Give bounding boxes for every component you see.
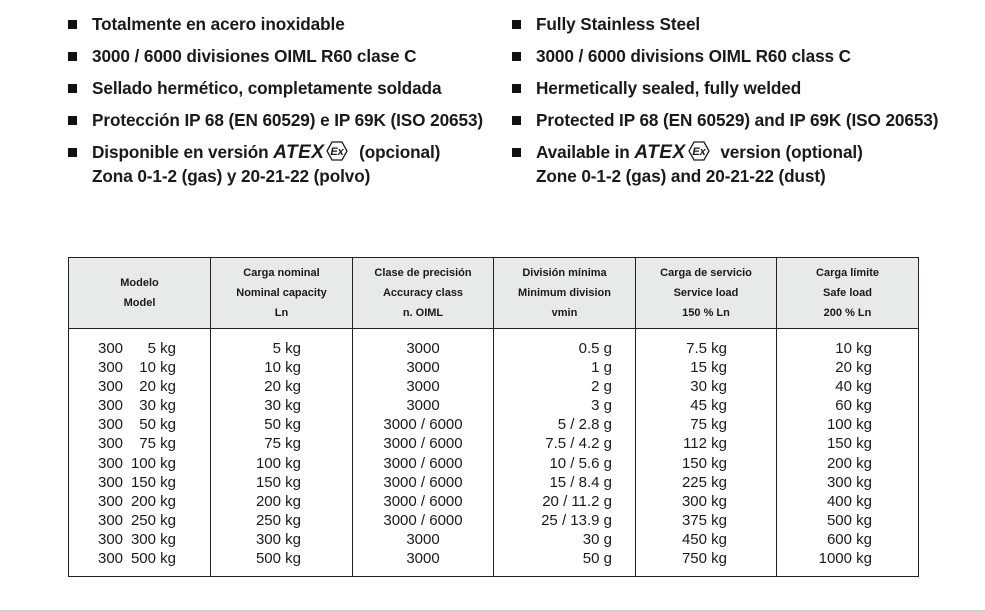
table-cell-safe: 300 kg [826,473,872,491]
header-sub: n. OIML [402,307,444,319]
header-en: Minimum division [518,287,611,299]
table-cell-safe: 20 kg [835,359,872,377]
table-cell-service: 375 kg [681,511,727,529]
feature-text: Fully Stainless Steel [536,14,701,34]
table-cell-nominal: 300 kg [255,530,301,548]
feature-text: Protección IP 68 (EN 60529) e IP 69K (ISO 20653) [92,110,484,130]
table-cell-safe: 400 kg [826,492,872,510]
model-capacity: 50 kg [139,416,176,434]
table-cell-service: 7.5 kg [686,340,727,357]
table-cell-service: 75 kg [690,416,727,434]
header-en: Accuracy class [382,287,464,299]
column-nominal-capacity [211,329,353,577]
model-capacity: 75 kg [139,435,176,453]
column-safe-load [777,329,919,577]
feature-item [68,40,528,72]
atex-before-text: Available in [536,142,630,162]
table-cell-accuracy: 3000 [406,397,440,415]
table-body-row [69,329,919,577]
table-cell-service: 150 kg [681,454,727,472]
model-capacity: 500 kg [130,550,176,568]
table-cell-division: 15 / 8.4 g [549,473,612,491]
table-cell-nominal: 200 kg [255,492,301,510]
table-cell-safe: 60 kg [835,397,872,415]
feature-item-atex [68,136,528,187]
table-cell-model [69,339,210,358]
model-prefix: 300 [98,378,124,396]
table-cell-accuracy: 3000 [406,359,440,377]
feature-text: 3000 / 6000 divisions OIML R60 class C [536,46,851,66]
feature-text: 3000 / 6000 divisiones OIML R60 clase C [92,46,417,66]
column-minimum-division [494,329,636,577]
specifications-table [68,257,919,577]
table-cell-safe: 100 kg [826,416,872,434]
bullet-icon [68,20,77,29]
table-cell-model [69,377,210,396]
model-capacity: 200 kg [130,492,176,510]
header-sub: 150 % Ln [682,307,730,319]
model-capacity: 20 kg [139,378,176,396]
table-cell-nominal: 5 kg [272,340,301,357]
table-cell-service: 300 kg [681,492,727,510]
table-cell-nominal: 30 kg [264,397,301,415]
header-en: Safe load [823,287,872,299]
model-capacity: 100 kg [130,454,176,472]
header-es: Clase de precisión [374,267,472,279]
atex-logo: ATEX [634,142,686,163]
table-cell-nominal: 50 kg [264,416,301,434]
feature-list-spanish [68,8,528,187]
header-en: Service load [673,287,739,299]
table-cell-nominal: 500 kg [255,550,301,568]
table-cell-division: 0.5 g [578,340,612,357]
table-cell-service: 750 kg [681,550,727,568]
table-cell-nominal: 150 kg [255,473,301,491]
table-cell-model [69,434,210,453]
table-cell-division: 10 / 5.6 g [549,454,612,472]
table-cell-service: 45 kg [690,397,727,415]
table-cell-model [69,454,210,473]
model-prefix: 300 [98,359,124,377]
atex-after-text: (opcional) [359,142,441,162]
header-en: Model [123,297,156,309]
table-cell-accuracy: 3000 [406,378,440,396]
column-header [211,258,353,329]
feature-item-atex [512,136,982,187]
column-header [494,258,636,329]
table-cell-safe: 1000 kg [818,550,872,568]
table-cell-model [69,358,210,377]
feature-text: Totalmente en acero inoxidable [92,14,345,34]
atex-before-text: Disponible en versión [92,142,269,162]
table-cell-nominal: 100 kg [255,454,301,472]
table-cell-model [69,415,210,434]
ex-mark-text: Ex [330,146,345,158]
column-header [777,258,919,329]
header-es: Carga límite [816,267,879,279]
bullet-icon [68,52,77,61]
header-sub: vmin [551,307,578,319]
table-cell-service: 15 kg [690,359,727,377]
feature-list-english [512,8,982,187]
table-cell-division: 3 g [591,397,612,415]
model-prefix: 300 [98,473,124,491]
table-cell-model [69,530,210,549]
table-cell-accuracy: 3000 [406,340,440,357]
bullet-icon [512,20,521,29]
table-cell-safe: 40 kg [835,378,872,396]
feature-item [68,104,528,136]
table-cell-service: 112 kg [683,435,727,453]
bullet-icon [512,84,521,93]
atex-zone-text: Zona 0-1-2 (gas) y 20-21-22 (polvo) [92,166,371,186]
model-prefix: 300 [98,435,124,453]
table-cell-model [69,511,210,530]
atex-logo: ATEX [273,142,325,163]
table-cell-division: 2 g [591,378,612,396]
ex-mark-text: Ex [692,146,706,158]
model-prefix: 300 [98,416,124,434]
feature-item [512,8,982,40]
header-sub: Ln [274,307,289,319]
header-es: Carga de servicio [660,267,752,279]
model-capacity: 10 kg [139,359,176,377]
table-cell-division: 50 g [582,550,612,568]
header-es: Carga nominal [243,267,320,279]
table-cell-division: 7.5 / 4.2 g [545,435,612,453]
model-prefix: 300 [98,340,124,357]
model-prefix: 300 [98,397,124,415]
column-header [353,258,494,329]
model-capacity: 30 kg [139,397,176,415]
header-en: Nominal capacity [236,287,327,299]
table-cell-division: 5 / 2.8 g [557,416,612,434]
feature-item [68,72,528,104]
table-cell-accuracy: 3000 / 6000 [383,492,463,510]
feature-text: Hermetically sealed, fully welded [536,78,802,98]
model-prefix: 300 [98,492,124,510]
feature-item [512,104,982,136]
table-cell-accuracy: 3000 / 6000 [383,511,463,529]
table-cell-accuracy: 3000 / 6000 [383,454,463,472]
column-service-load [636,329,777,577]
bullet-icon [68,148,77,157]
model-capacity: 300 kg [130,530,176,548]
model-prefix: 300 [98,530,124,548]
table-cell-service: 450 kg [681,530,727,548]
bullet-icon [512,52,521,61]
table-cell-accuracy: 3000 / 6000 [383,416,463,434]
model-capacity: 150 kg [130,473,176,491]
model-capacity: 5 kg [147,340,176,357]
table-cell-safe: 150 kg [826,435,872,453]
header-es: Modelo [120,277,159,289]
feature-text: Protected IP 68 (EN 60529) and IP 69K (ISO 20653) [536,110,939,130]
header-sub: 200 % Ln [823,307,872,319]
table-cell-nominal: 20 kg [264,378,301,396]
table-header-row [69,258,919,329]
table-cell-nominal: 250 kg [255,511,301,529]
model-prefix: 300 [98,550,124,568]
bullet-icon [68,116,77,125]
table-cell-division: 20 / 11.2 g [542,492,612,510]
table-cell-service: 30 kg [690,378,727,396]
table-cell-accuracy: 3000 / 6000 [383,435,463,453]
header-es: División mínima [522,267,607,279]
table-cell-model [69,549,210,568]
table-cell-model [69,473,210,492]
table-cell-safe: 600 kg [826,530,872,548]
feature-item [68,8,528,40]
feature-item [512,72,982,104]
table-cell-nominal: 75 kg [264,435,301,453]
atex-zone-text: Zone 0-1-2 (gas) and 20-21-22 (dust) [536,166,826,186]
table-cell-model [69,492,210,511]
bullet-icon [512,148,521,157]
model-capacity: 250 kg [130,511,176,529]
feature-text: Sellado hermético, completamente soldada [92,78,442,98]
column-header [636,258,777,329]
table-cell-accuracy: 3000 [406,550,440,568]
model-prefix: 300 [98,511,124,529]
table-cell-safe: 200 kg [826,454,872,472]
table-cell-safe: 10 kg [835,340,872,357]
column-model [69,329,211,577]
table-cell-accuracy: 3000 / 6000 [383,473,463,491]
table-cell-division: 30 g [582,530,612,548]
table-cell-nominal: 10 kg [264,359,301,377]
table-cell-model [69,396,210,415]
model-prefix: 300 [98,454,124,472]
bullet-icon [68,84,77,93]
table-cell-safe: 500 kg [826,511,872,529]
table-cell-accuracy: 3000 [406,530,440,548]
column-header [69,258,211,329]
atex-after-text: version (optional) [720,142,863,162]
table-cell-division: 25 / 13.9 g [541,511,612,529]
table-cell-service: 225 kg [681,473,727,491]
table-cell-division: 1 g [591,359,612,377]
feature-item [512,40,982,72]
bullet-icon [512,116,521,125]
column-accuracy-class [353,329,494,577]
